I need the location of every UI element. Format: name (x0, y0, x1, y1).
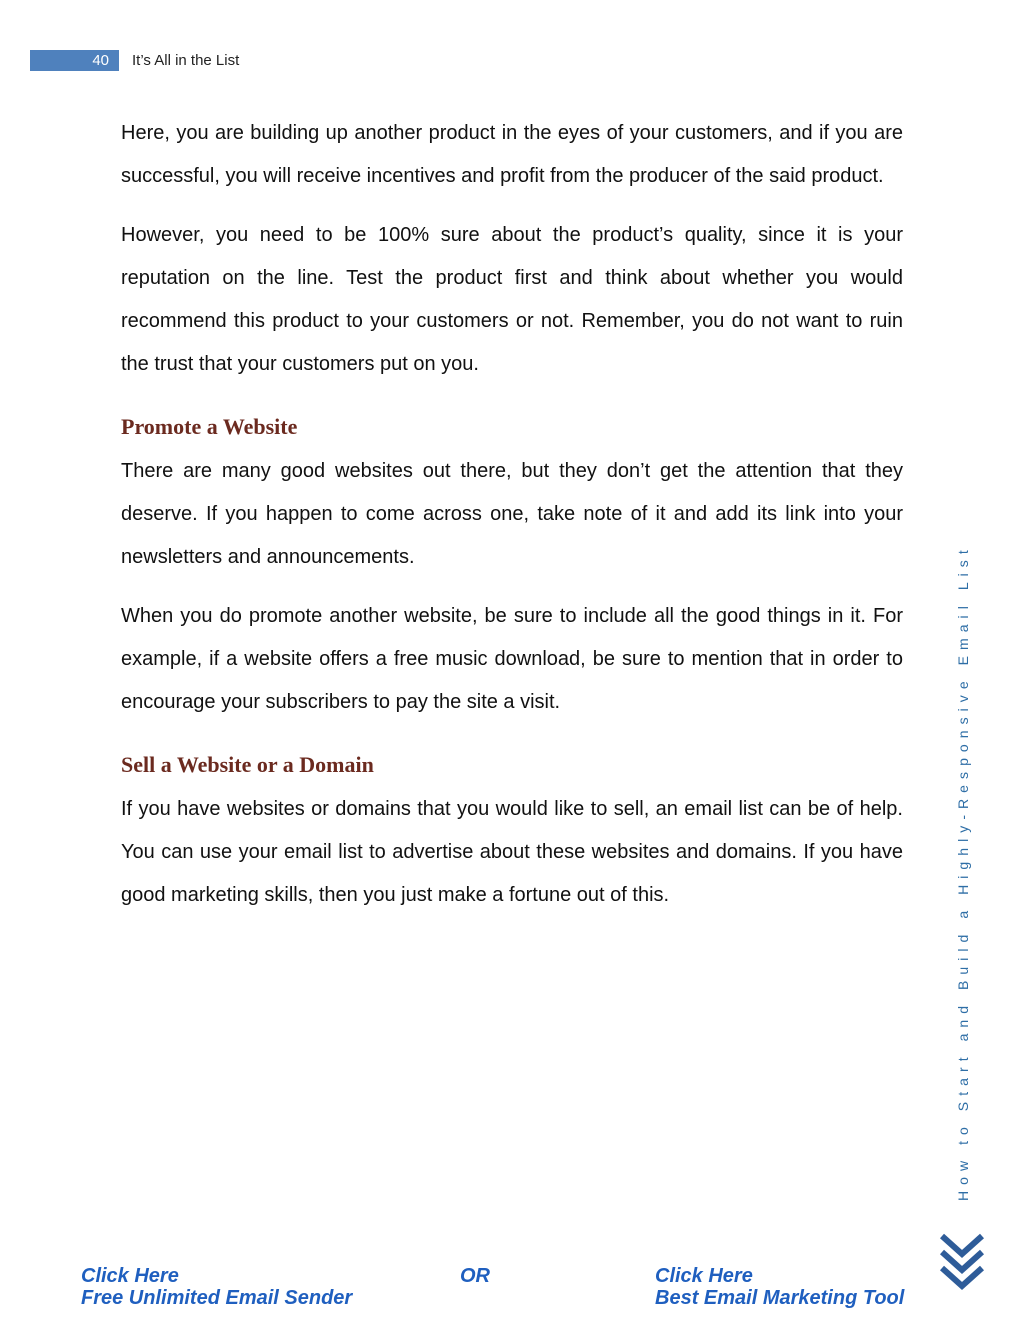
link-line: Click Here (655, 1265, 753, 1287)
section-sell-website (121, 750, 903, 917)
link-line: Click Here (81, 1265, 179, 1287)
page-body (121, 112, 903, 917)
running-title: It’s All in the List (132, 52, 240, 69)
page-number: 40 (92, 52, 109, 69)
paragraph: Here, you are building up another product in the eyes of your customers, and if you are successful, you will receive incentives and profit from the producer of the said product. (121, 122, 903, 187)
section-promote-website (121, 412, 903, 724)
free-email-sender-link[interactable] (81, 1265, 352, 1309)
section-heading: Promote a Website (121, 414, 298, 439)
paragraph: If you have websites or domains that you would like to sell, an email list can be of help. You can use your email list to advertise about these websites and domains. If you have good marketing skills, then you just make a fortune out of this. (121, 798, 903, 906)
email-marketing-tool-link[interactable] (655, 1265, 904, 1309)
paragraph: When you do promote another website, be sure to include all the good things in it. For example, if a website offers a free music download, be sure to mention that in order to encourage your subscribers to pay the site a visit. (121, 605, 903, 713)
paragraph: There are many good websites out there, but they don’t get the attention that they deserve. If you happen to come across one, take note of it and add its link into your newsletters and announcements. (121, 460, 903, 568)
or-label: OR (460, 1265, 490, 1287)
section-heading: Sell a Website or a Domain (121, 752, 374, 777)
link-line: Free Unlimited Email Sender (81, 1287, 353, 1309)
vertical-book-title: How to Start and Build a Highly-Responsive Email List (955, 544, 971, 1201)
paragraph: However, you need to be 100% sure about the product’s quality, since it is your reputation on the line. Test the product first and think about whether you would recommend this product to your customers or not. Remember, you do not want to ruin the trust that your customers put on you. (121, 224, 903, 375)
double-chevron-down-icon[interactable] (938, 1232, 986, 1292)
link-line: Best Email Marketing Tool (655, 1287, 905, 1309)
page-number-tab (30, 50, 119, 71)
